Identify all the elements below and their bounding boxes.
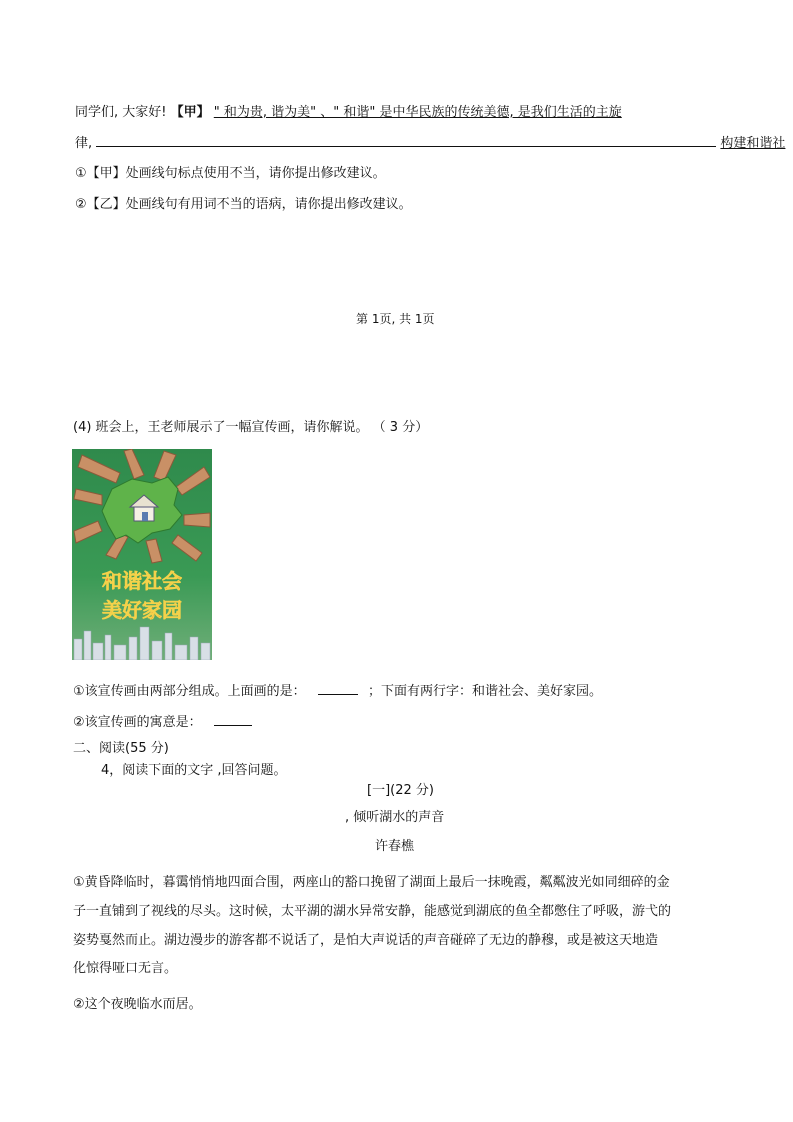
section-heading-reading: 二、阅读(55 分) <box>73 741 169 756</box>
question-2: ②【乙】处画线句有用词不当的语病，请你提出修改建议。 <box>75 197 412 212</box>
speech-line-2-start: 律, <box>75 136 93 151</box>
article-author: 许春樵 <box>375 839 415 854</box>
paragraph-1-line-2: 子一直铺到了视线的尽头。这时候，太平湖的湖水异常安静，能感觉到湖底的鱼全都憋住了呼吸，游弋的 <box>73 904 672 919</box>
speech-line-2 <box>75 132 785 151</box>
answer-blank-long[interactable] <box>96 132 716 147</box>
reading-instruction: 4，阅读下面的文字 ,回答问题。 <box>101 763 287 778</box>
reading-part-label: [一](22 分) <box>367 783 434 798</box>
answer-blank-1[interactable] <box>318 680 358 695</box>
paragraph-1-line-3: 姿势戛然而止。湖边漫步的游客都不说话了，是怕大声说话的声音碰碎了无边的静穆，或是被这天地造 <box>73 933 659 948</box>
question-4-prompt: (4) 班会上，王老师展示了一幅宣传画，请你解说。 （ 3 分） <box>73 420 429 435</box>
poster-slogan-line-1: 和谐社会 <box>102 569 182 593</box>
paragraph-2: ②这个夜晚临水而居。 <box>73 997 202 1012</box>
paragraph-1-line-4: 化惊得哑口无言。 <box>73 961 178 976</box>
underlined-sentence-jia: " 和为贵, 谐为美" 、" 和谐" 是中华民族的传统美德, 是我们生活的主旋 <box>213 105 622 120</box>
paragraph-1-line-1: ①黄昏降临时，暮霭悄悄地四面合围，两座山的豁口挽留了湖面上最后一抹晚霞，粼粼波光如同细碎的金 <box>73 875 670 890</box>
marker-jia: 【甲】 <box>170 105 210 120</box>
poster-illustration <box>72 449 212 660</box>
speech-line-2-end: 构建和谐社 <box>720 136 786 151</box>
page-footer: 第 1页, 共 1页 <box>356 312 435 326</box>
sub-question-1-text-end: ；下面有两行字：和谐社会、美好家园。 <box>367 684 602 699</box>
article-title: , 倾听湖水的声音 <box>345 810 445 825</box>
propaganda-poster <box>72 449 212 660</box>
speech-greeting: 同学们, 大家好! <box>75 105 167 120</box>
answer-blank-2[interactable] <box>214 711 252 726</box>
sub-question-2 <box>73 711 252 730</box>
speech-line-1 <box>75 101 622 120</box>
sub-question-1 <box>73 680 602 699</box>
sub-question-2-text: ②该宣传画的寓意是： <box>73 715 202 730</box>
question-1: ①【甲】处画线句标点使用不当，请你提出修改建议。 <box>75 166 386 181</box>
poster-slogan-line-2: 美好家园 <box>102 598 182 622</box>
sub-question-1-text: ①该宣传画由两部分组成。上面画的是： <box>73 684 306 699</box>
